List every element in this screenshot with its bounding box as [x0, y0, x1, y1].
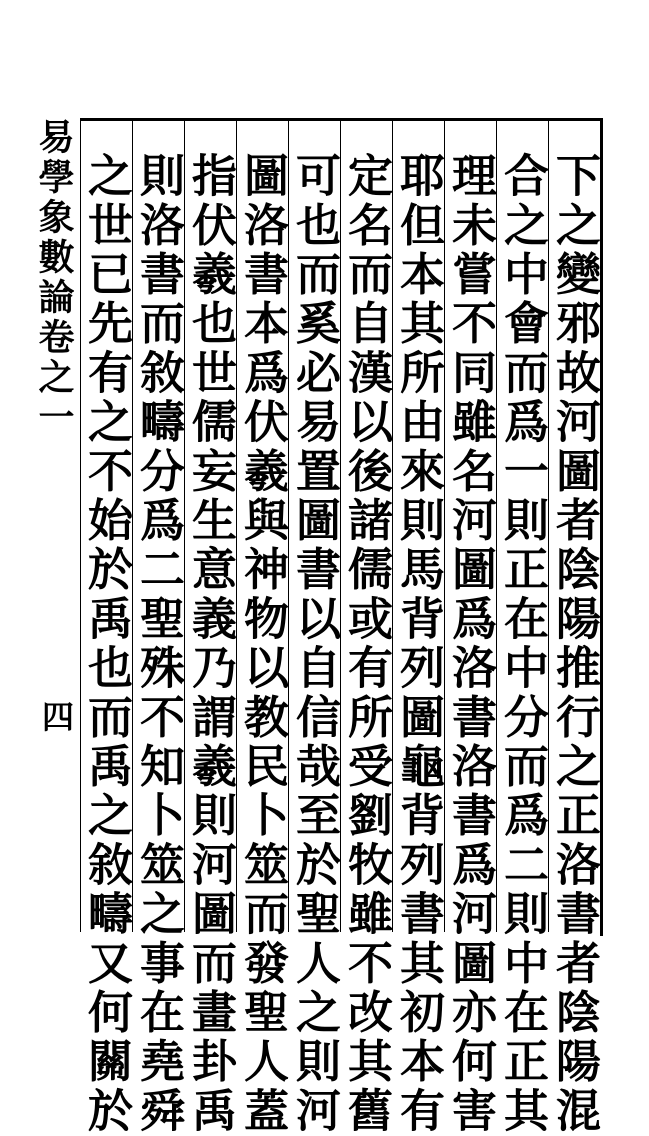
text-column-10: 之世已先有之不始於禹也而禹之敘疇又何關於	[80, 152, 133, 1136]
text-column-5: 定名而自漢以後諸儒或有所受劉牧雖不改其舊	[340, 152, 393, 1136]
margin-page-number: 四	[37, 700, 75, 738]
text-column-1: 下之變邪故河圖者陰陽推行之正洛書者陰陽混	[548, 152, 601, 1136]
text-column-9: 則洛書而敘疇分爲二聖殊不知卜筮之事在堯舜	[132, 152, 185, 1136]
text-column-3: 理未嘗不同雖名河圖爲洛書洛書爲河圖亦何害	[444, 152, 497, 1136]
text-column-2: 合之中會而爲一則正在中分而爲二則中在正其	[496, 152, 549, 1136]
text-column-6: 可也而奚必易置圖書以自信哉至於聖人之則河	[288, 152, 341, 1136]
text-column-7: 圖洛書本爲伏羲與神物以教民卜筮而發聖人蓋	[236, 152, 289, 1136]
text-column-8: 指伏羲也世儒妄生意義乃謂羲則河圖而畫卦禹	[184, 152, 237, 1136]
text-column-4: 耶但本其所由來則馬背列圖龜背列書其初本有	[392, 152, 445, 1136]
margin-book-title: 易學象數論卷之一	[33, 118, 75, 438]
